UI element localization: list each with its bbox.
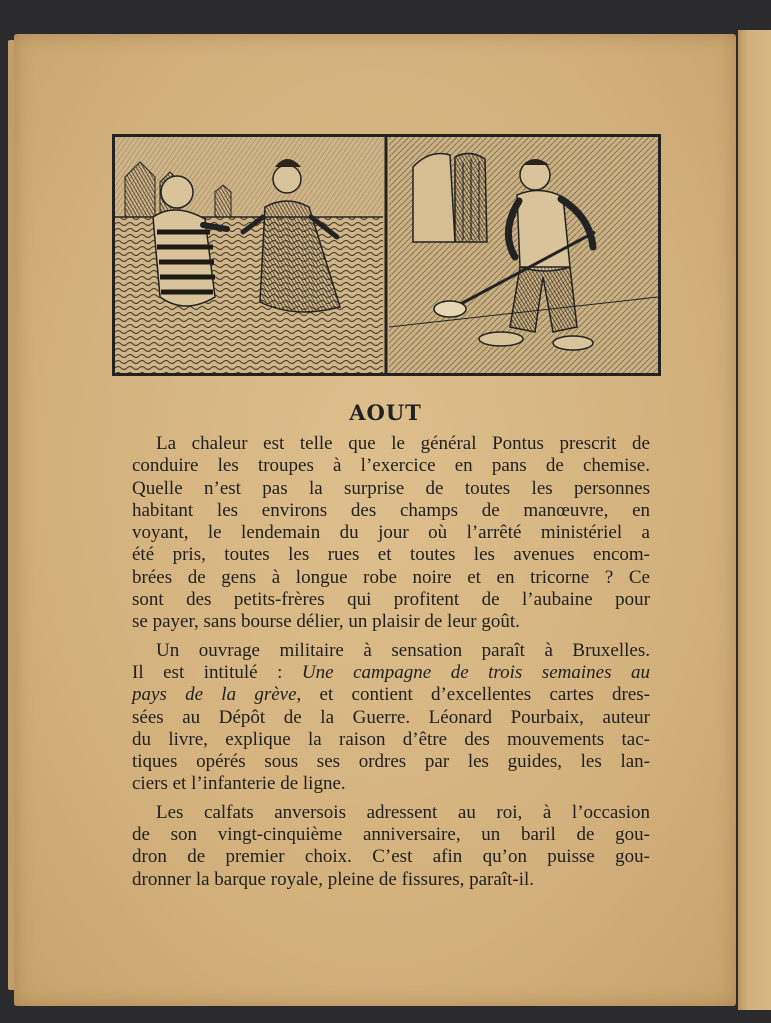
- text-line: Quelle n’est pas la surprise de toutes les personnes: [132, 477, 650, 499]
- text-line: habitant les environs des champs de manœuvre, en: [132, 499, 650, 521]
- text-line: Un ouvrage militaire à sensation paraît à Bruxelles.: [156, 639, 650, 661]
- text-line: tiques opérés sous ses ordres par les guides, les lan-: [132, 751, 650, 773]
- text-line: du livre, explique la raison d’être des mouvements tac-: [132, 728, 650, 750]
- text-segment: , et contient d’excellentes cartes dres-: [296, 684, 651, 706]
- paragraph-3: [132, 802, 650, 891]
- paragraph-1: [132, 433, 650, 634]
- left-panel-bathers: [115, 137, 383, 373]
- text-line: ciers et l’infanterie de ligne.: [132, 773, 346, 795]
- text-line-mixed: [132, 662, 650, 684]
- text-line: brées de gens à longue robe noire et en tricorne ? Ce: [132, 566, 650, 588]
- engraving-illustration: [112, 134, 661, 376]
- text-line: dron de premier choix. C’est afin qu’on puisse gou-: [132, 846, 650, 868]
- book-title-part-1: Une campagne de trois semaines au: [301, 661, 650, 683]
- text-line: sont des petits-frères qui profitent de l’aubaine pour: [132, 589, 650, 611]
- text-line-mixed: [132, 684, 650, 706]
- text-line: voyant, le lendemain du jour où l’arrêté ministériel a: [132, 522, 650, 544]
- book-title-part-2: pays de la grève: [132, 684, 297, 706]
- text-line: conduire les troupes à l’exercice en pans de chemise.: [132, 455, 650, 477]
- text-line: de son vingt-cinquième anniversaire, un baril de gou-: [132, 824, 650, 846]
- text-line: La chaleur est telle que le général Pontus prescrit de: [156, 433, 650, 454]
- body-text: [132, 433, 650, 897]
- text-segment: Il est intitulé :: [132, 661, 302, 683]
- right-panel-worker: [389, 137, 658, 373]
- text-line: dronner la barque royale, pleine de fissures, paraît-il.: [132, 868, 535, 890]
- text-line: Les calfats anversois adressent au roi, à l’occasion: [156, 801, 650, 823]
- text-line: sées au Dépôt de la Guerre. Léonard Pourbaix, auteur: [132, 706, 650, 728]
- page-title: AOUT: [349, 400, 422, 425]
- text-line: se payer, sans bourse délier, un plaisir de leur goût.: [132, 611, 520, 633]
- text-line: été pris, toutes les rues et toutes les avenues encom-: [132, 544, 650, 566]
- adjacent-page: [738, 30, 771, 1010]
- paragraph-2: [132, 640, 650, 796]
